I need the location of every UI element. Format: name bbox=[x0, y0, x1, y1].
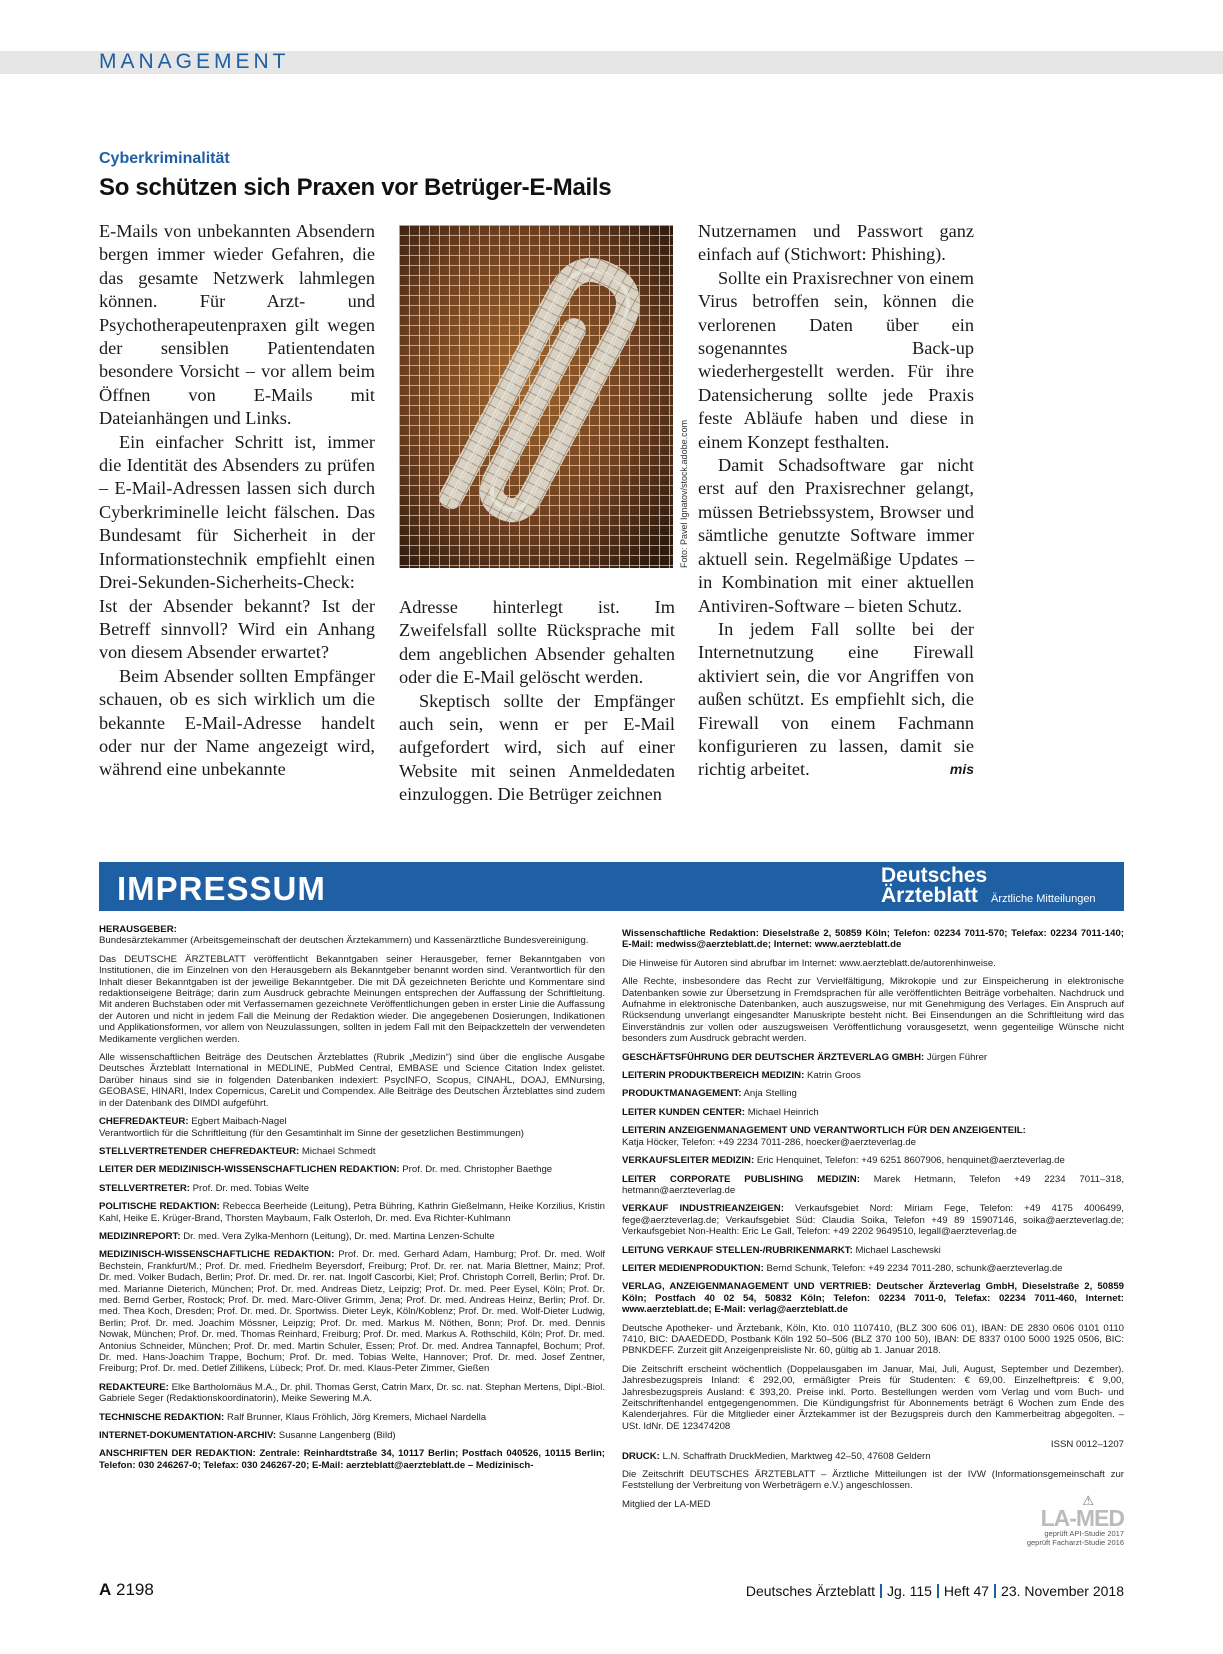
article-column-3 bbox=[698, 220, 974, 782]
paragraph: Adresse hinterlegt ist. Im Zweifelsfall sollte Rücksprache mit dem angeblichen Absender gehalten oder die E-Mail gelöscht werden. bbox=[399, 597, 675, 688]
impressum-entry: LEITUNG VERKAUF STELLEN-/RUBRIKENMARKT: Michael Laschewski bbox=[622, 1244, 941, 1256]
impressum-left-column bbox=[99, 924, 605, 1478]
journal-logo: Deutsches Ärzteblatt Ärztliche Mitteilungen bbox=[881, 864, 1096, 907]
impressum-entry: STELLVERTRETER: Prof. Dr. med. Tobias Welte bbox=[99, 1182, 310, 1194]
article-title: So schützen sich Praxen vor Betrüger-E-Mails bbox=[99, 174, 612, 201]
paragraph: E-Mails von unbekannten Absendern bergen immer wieder Gefahren, die das gesamte Netzwerk lahmlegen können. Für Arzt- und Psychotherapeutenpraxen gilt wegen der sensiblen Patientendaten besondere Vorsicht – vor allem beim Öffnen von E-Mails mit Dateianhängen und Links. bbox=[99, 221, 375, 429]
impressum-entry: Alle Rechte, insbesondere das Recht zur Vervielfältigung, Mikrokopie und zur Einspeicherung in elektronische Datenbanken sowie zur Übersetzung in Fremdsprachen für alle veröffentlichten Beiträge vorbehalten. Nachdruck und Aufnahme in elektronische Datenbanken, auch auszugsweise, nur mit Genehmigung des Verlages. Ein Anspruch auf Rücksendung unverlangt eingesandter Manuskripte besteht nicht. Bei Einsendungen an die Schriftleitung wird das Einverständnis zur vollen oder auszugsweisen Veröffentlichung vorausgesetzt, wenn gegenteilige Wünsche nicht besonders zum Ausdruck gebracht werden. bbox=[622, 976, 1124, 1045]
impressum-entry: PRODUKTMANAGEMENT: Anja Stelling bbox=[622, 1088, 797, 1100]
article-kicker: Cyberkriminalität bbox=[99, 150, 230, 167]
impressum-entry: Die Hinweise für Autoren sind abrufbar im Internet: www.aerzteblatt.de/autorenhinweise. bbox=[622, 957, 996, 969]
impressum-entry: LEITER CORPORATE PUBLISHING MEDIZIN: Marek Hetmann, Telefon +49 2234 7011–318, hetmann@aerzteverlag.de bbox=[622, 1173, 1124, 1196]
impressum-entry: INTERNET-DOKUMENTATION-ARCHIV: Susanne Langenberg (Bild) bbox=[99, 1430, 396, 1442]
la-med-logo: ⚠ LA-MED geprüft API-Studie 2017 geprüft Facharzt-Studie 2016 bbox=[1026, 1493, 1124, 1547]
impressum-entry: LEITER MEDIENPRODUKTION: Bernd Schunk, Telefon: +49 2234 7011-280, schunk@aerzteverlag.de bbox=[622, 1262, 1063, 1274]
impressum-entry: VERKAUFSLEITER MEDIZIN: Eric Henquinet, Telefon: +49 6251 8607906, henquinet@aerzteverlag.de bbox=[622, 1155, 1065, 1167]
paragraph: Sollte ein Praxisrechner von einem Virus betroffen sein, können die verlorenen Daten über ein sogenanntes Back-up wiederhergestellt werden. Für ihre Datensicherung sollte jede Praxis feste Abläufe haben und diese in einem Konzept festhalten. bbox=[698, 267, 974, 452]
impressum-entry: VERKAUF INDUSTRIEANZEIGEN: Verkaufsgebiet Nord: Miriam Fege, Telefon: +49 4175 4006499, fege@aerzteverlag.de; Verkaufsgebiet Süd: Claudia Soika, Telefon +49 89 15907146, soika@aerzteverlag.de; Verkaufsgebiet Non-Health: Eric Le Gall, Telefon: +49 2202 9649510, legall@aerzteverlag.de bbox=[622, 1203, 1124, 1238]
impressum-entry: Mitglied der LA-MED bbox=[622, 1498, 711, 1510]
warning-triangle-icon: ⚠ bbox=[1082, 1493, 1094, 1508]
photo-credit: Foto: Pavel Ignatov/stock.adobe.com bbox=[679, 419, 689, 568]
issn: ISSN 0012–1207 bbox=[1050, 1439, 1124, 1451]
impressum-entry: Die Zeitschrift DEUTSCHES ÄRZTEBLATT – Ärztliche Mitteilungen ist der IVW (Informationsgemeinschaft zur Feststellung der Verbreitung von Werbeträgern e.V.) angeschlossen. bbox=[622, 1469, 1124, 1492]
paperclip-image bbox=[399, 225, 673, 568]
impressum-entry: Die Zeitschrift erscheint wöchentlich (Doppelausgaben im Januar, Mai, Juli, August, September und Dezember). Jahresbezugspreis Inland: € 292,00, ermäßigter Preis für Studenten: € 69,00. Einzelheftpreis: € 9,00, Jahresbezugspreis Ausland: € 393,20. Preise inkl. Porto. Bestellungen werden vom Verlag und vom Buch- und Zeitschriftenhandel entgegengenommen. Die Kündigungsfrist für Abonnements beträgt 6 Wochen zum Ende des Kalenderjahres. Für die Mitglieder einer Ärztekammer ist der Bezugspreis durch den Kammerbeitrag abgegolten. – USt. IdNr. DE 123474208 bbox=[622, 1363, 1124, 1432]
impressum-entry: Alle wissenschaftlichen Beiträge des Deutschen Ärzteblattes (Rubrik „Medizin“) sind über die englische Ausgabe Deutsches Ärzteblatt International in MEDLINE, PubMed Central, EMBASE und Science Citation Index gelistet. Darüber hinaus sind sie in folgenden Datenbanken indexiert: PsycINFO, Scopus, CINAHL, DOAJ, EMNursing, GEOBASE, HINARI, Index Copernicus, CareLit und Compendex. Alle Beiträge des Deutschen Ärzteblattes sind zudem in der Datenbank des DIMDI aufgeführt. bbox=[99, 1052, 605, 1109]
article-column-2 bbox=[399, 596, 675, 807]
impressum-entry: STELLVERTRETENDER CHEFREDAKTEUR: Michael Schmedt bbox=[99, 1145, 376, 1157]
paragraph: Damit Schadsoftware gar nicht erst auf den Praxisrechner gelangt, müssen Betriebssystem, Browser und sämtliche genutzte Software immer aktuell sein. Regelmäßige Updates – in Kombination mit einer aktuellen Antiviren-Software – bieten Schutz. bbox=[698, 455, 974, 616]
impressum-banner bbox=[99, 862, 1124, 911]
impressum-entry: Wissenschaftliche Redaktion: Dieselstraße 2, 50859 Köln; Telefon: 02234 7011-570; Telefax: 02234 7011-140; E-Mail: medwiss@aerzteblatt.de; Internet: www.aerzteblatt.de bbox=[622, 928, 1124, 951]
paragraph: Beim Absender sollten Empfänger schauen, ob es sich wirklich um die bekannte E-Mail-Adresse handelt oder nur der Name angezeigt wird, während eine unbekannte bbox=[99, 665, 375, 780]
impressum-entry: VERLAG, ANZEIGENMANAGEMENT UND VERTRIEB: Deutscher Ärzteverlag GmbH, Dieselstraße 2, 50859 Köln; Postfach 40 02 54, 50832 Köln; Telefon: 02234 7011-0, Telefax: 02234 7011-460, Internet: www.aerzteblatt.de; E-Mail: verlag@aerzteblatt.de bbox=[622, 1281, 1124, 1316]
article-column-1 bbox=[99, 220, 375, 782]
section-title: MANAGEMENT bbox=[99, 50, 290, 73]
impressum-entry: LEITERIN ANZEIGENMANAGEMENT UND VERANTWORTLICH FÜR DEN ANZEIGENTEIL: Katja Höcker, Telefon: +49 2234 7011-286, hoecker@aerzteverlag.de bbox=[622, 1125, 1026, 1148]
paperclip-photo bbox=[399, 225, 673, 568]
paragraph: In jedem Fall sollte bei der Internetnutzung eine Firewall aktiviert sein, die vor Angriffen von außen schützt. Es empfiehlt sich, die Firewall von einem Fachmann konfigurieren zu lassen, damit sie richtig arbeitet. mis bbox=[698, 618, 974, 782]
author-signature: mis bbox=[949, 761, 974, 778]
impressum-entry: GESCHÄFTSFÜHRUNG DER DEUTSCHER ÄRZTEVERLAG GMBH: Jürgen Führer bbox=[622, 1051, 988, 1063]
impressum-entry: LEITER DER MEDIZINISCH-WISSENSCHAFTLICHEN REDAKTION: Prof. Dr. med. Christopher Baethge bbox=[99, 1164, 553, 1176]
impressum-entry: DRUCK: L.N. Schaffrath DruckMedien, Marktweg 42–50, 47608 Geldern bbox=[622, 1450, 931, 1462]
paragraph: Nutzernamen und Passwort ganz einfach auf (Stichwort: Phishing). bbox=[698, 221, 974, 265]
impressum-entry: TECHNISCHE REDAKTION: Ralf Brunner, Klaus Fröhlich, Jörg Kremers, Michael Nardella bbox=[99, 1411, 487, 1423]
impressum-entry: Das DEUTSCHE ÄRZTEBLATT veröffentlicht Bekanntgaben seiner Herausgeber, ferner Bekanntgaben von Institutionen, die im Einzelnen von den Herausgebern als Bekanntgeber benannt worden sind. Verantwortlich für den Inhalt dieser Bekanntgaben ist der jeweilige Bekanntgeber. Die mit DÄ gezeichneten Berichte und Kommentare sind redaktionseigene Beiträge; darin zum Ausdruck gebrachte Meinungen entsprechen der Auffassung der Schriftleitung. Mit anderen Buchstaben oder mit Verfassernamen gezeichnete Veröffentlichungen geben in erster Linie die Auffassung der Autoren und nicht in jedem Fall die Meinung der Redaktion wieder. Die angegebenen Dosierungen, Indikationen und Applikationsformen, vor allem von Neuzulassungen, sollten in jedem Fall mit den Beipackzetteln der verwendeten Medikamente verglichen werden. bbox=[99, 953, 605, 1045]
impressum-entry: LEITERIN PRODUKTBEREICH MEDIZIN: Katrin Groos bbox=[622, 1070, 861, 1082]
impressum-title: IMPRESSUM bbox=[117, 870, 326, 907]
paragraph: Ein einfacher Schritt ist, immer die Identität des Absenders zu prüfen – E-Mail-Adressen lassen sich durch Cyberkriminelle leicht fälschen. Das Bundesamt für Sicherheit in der Informationstechnik empfiehlt einen Drei-Sekunden-Sicherheits-Check: Ist der Absender bekannt? Ist der Betreff sinnvoll? Wird ein Anhang von diesem Absender erwartet? bbox=[99, 431, 375, 663]
impressum-entry: MEDIZINISCH-WISSENSCHAFTLICHE REDAKTION: Prof. Dr. med. Gerhard Adam, Hamburg; Prof. Dr. med. Wolf Bechstein, Frankfurt/M.; Prof. Dr. med. Friedhelm Beyersdorf, Freiburg; Prof. Dr. rer. nat. Maria Blettner, Mainz; Prof. Dr. med. Volker Budach, Berlin; Prof. Dr. med. Dr. rer. nat. Ingolf Cascorbi, Kiel; Prof. Christoph Correll, Berlin; Prof. Dr. med. Marianne Dieterich, München; Prof. Dr. med. Andreas Dietz, Leipzig; Prof. Dr. med. Peer Eysel, Köln; Prof. Dr. med. Bernd Gerber, Rostock; Prof. Dr. med. Marc-Oliver Grimm, Jena; Prof. Dr. med. Andreas Heinz, Berlin; Prof. Dr. med. Thea Koch, Dresden; Prof. Dr. med. Dr. Sportwiss. Dieter Leyk, Köln/Koblenz; Prof. Dr. med. Wolf-Dieter Ludwig, Berlin; Prof. Dr. med. Joachim Mössner, Leipzig; Prof. Dr. med. Markus M. Nöthen, Bonn; Prof. Dr. med. Dennis Nowak, München; Prof. Dr. med. Thomas Reinhard, Freiburg; Prof. Dr. med. Markus A. Rothschild, Köln; Prof. Dr. med. Antonius Schneider, München; Prof. Dr. med. Martin Schuler, Essen; Prof. Dr. med. Andrea Tannapfel, Bochum; Prof. Dr. med. Hans-Joachim Trappe, Bochum; Prof. Dr. med. Tobias Welte, Hannover; Prof. Dr. med. Josef Zentner, Freiburg; Prof. Dr. med. Detlef Zillikens, Lübeck; Prof. Dr. med. Klaus-Peter Zimmer, Gießen bbox=[99, 1249, 605, 1375]
impressum-entry: HERAUSGEBER: Bundesärztekammer (Arbeitsgemeinschaft der deutschen Ärztekammern) und Kassenärztliche Bundesvereinigung. bbox=[99, 924, 589, 947]
impressum-entry: LEITER KUNDEN CENTER: Michael Heinrich bbox=[622, 1106, 819, 1118]
impressum-right-column bbox=[622, 928, 1124, 1517]
footer-citation: Deutsches Ärzteblatt Jg. 115 Heft 47 23. November 2018 bbox=[745, 1583, 1124, 1599]
paragraph: Skeptisch sollte der Empfänger auch sein, wenn er per E-Mail aufgefordert wird, sich auf einer Website mit seinen Anmeldedaten einzuloggen. Die Betrüger zeichnen bbox=[399, 690, 675, 805]
impressum-entry: POLITISCHE REDAKTION: Rebecca Beerheide (Leitung), Petra Bühring, Kathrin Gießelmann, Heike Korzilius, Kristin Kahl, Heike E. Krüger-Brand, Thorsten Maybaum, Falk Osterloh, Dr. med. Eva Richter-Kuhlmann bbox=[99, 1201, 605, 1224]
impressum-entry: CHEFREDAKTEUR: Egbert Maibach-Nagel Verantwortlich für die Schriftleitung (für den Gesamtinhalt im Sinne der gesetzlichen Bestimmungen) bbox=[99, 1116, 524, 1139]
page-number: A 2198 bbox=[99, 1580, 154, 1599]
impressum-entry: ANSCHRIFTEN DER REDAKTION: Zentrale: Reinhardtstraße 34, 10117 Berlin; Postfach 040526, 10115 Berlin; Telefon: 030 246267-0; Telefax: 030 246267-20; E-Mail: aerzteblatt@aerzteblatt.de – Medizinisch- bbox=[99, 1448, 605, 1471]
impressum-entry: Deutsche Apotheker- und Ärztebank, Köln, Kto. 010 1107410, (BLZ 300 606 01), IBAN: DE 2830 0606 0101 0110 7410, BIC: DAAEDEDD, Postbank Köln 192 50–506 (BLZ 370 100 50), IBAN: DE 8337 0100 5000 1925 0506, BIC: PBNKDEFF. Zurzeit gilt Anzeigenpreisliste Nr. 60, gültig ab 1. Januar 2018. bbox=[622, 1322, 1124, 1357]
impressum-entry: MEDIZINREPORT: Dr. med. Vera Zylka-Menhorn (Leitung), Dr. med. Martina Lenzen-Schulte bbox=[99, 1230, 495, 1242]
impressum-entry: REDAKTEURE: Elke Bartholomäus M.A., Dr. phil. Thomas Gerst, Catrin Marx, Dr. sc. nat. Stephan Mertens, Dipl.-Biol. Gabriele Seger (Redaktionskoordinatorin), Meike Sewering M.A. bbox=[99, 1381, 605, 1405]
